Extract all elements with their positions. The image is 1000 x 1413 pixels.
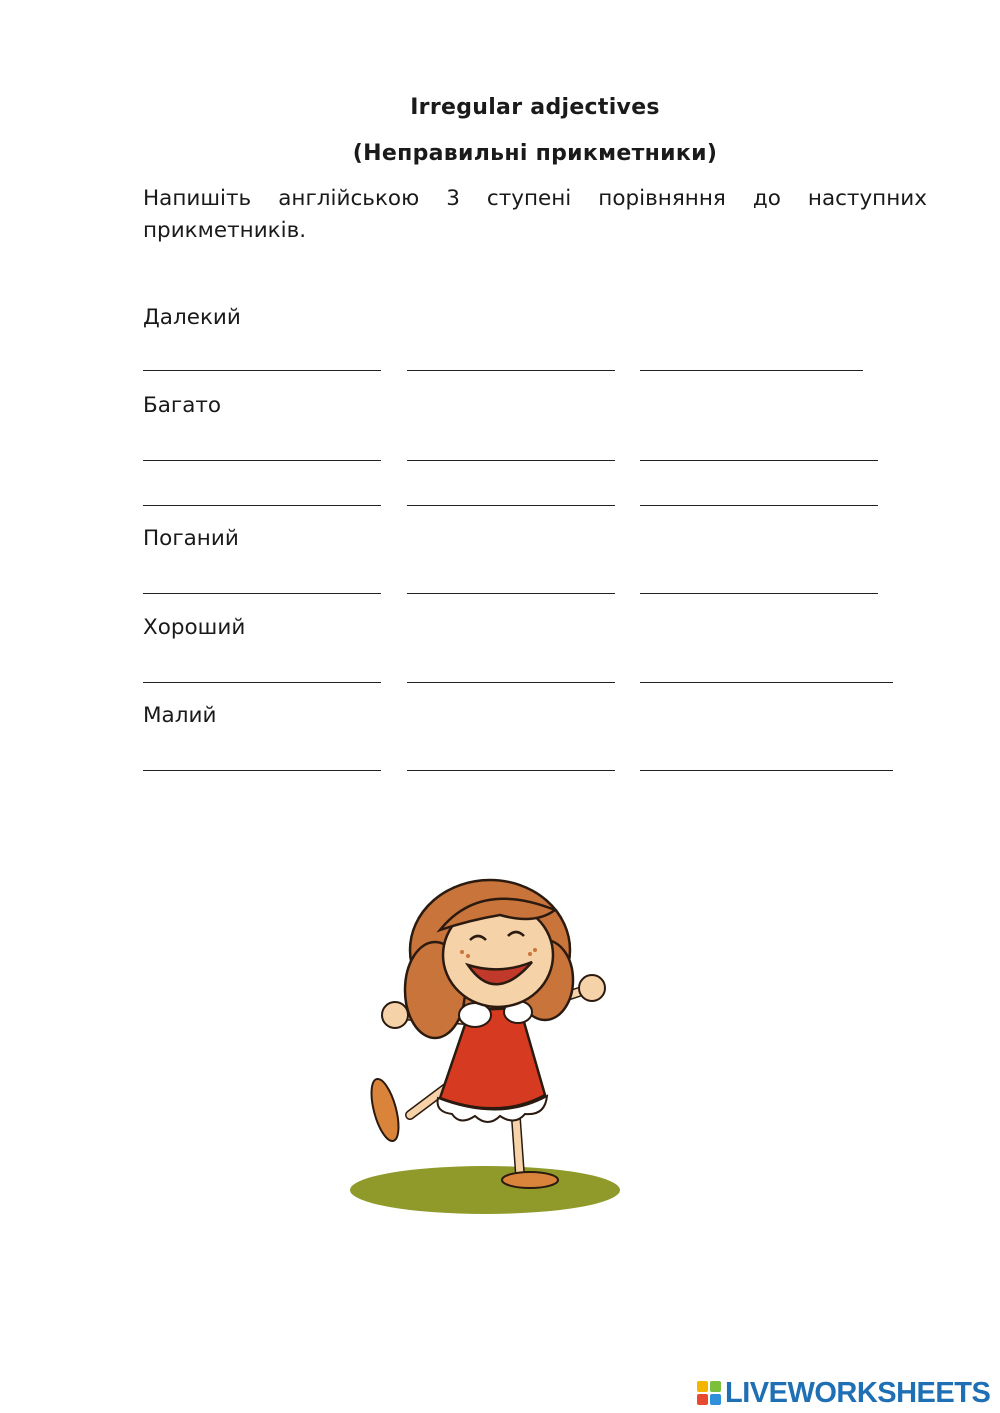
answer-blank[interactable] <box>640 593 878 594</box>
word-far: Далекий <box>143 305 241 330</box>
logo-text: LIVEWORKSHEETS <box>725 1376 991 1409</box>
answer-blank[interactable] <box>143 682 381 683</box>
liveworksheets-logo <box>697 1378 990 1408</box>
answer-blank[interactable] <box>640 682 893 683</box>
word-bad: Поганий <box>143 526 239 551</box>
answer-blank[interactable] <box>143 505 381 506</box>
logo-square <box>710 1381 721 1392</box>
word-many: Багато <box>143 393 222 418</box>
logo-square <box>697 1394 708 1405</box>
worksheet-subtitle: (Неправильні прикметники) <box>352 141 718 166</box>
answer-blank[interactable] <box>640 770 893 771</box>
logo-square <box>710 1394 721 1405</box>
dancing-girl-cartoon <box>340 870 630 1220</box>
answer-blank[interactable] <box>640 460 878 461</box>
answer-blank[interactable] <box>143 370 381 371</box>
answer-blank[interactable] <box>407 370 615 371</box>
answer-blank[interactable] <box>143 770 381 771</box>
answer-blank[interactable] <box>143 593 381 594</box>
word-good: Хороший <box>143 615 246 640</box>
answer-blank[interactable] <box>143 460 381 461</box>
logo-squares-icon <box>697 1381 721 1405</box>
answer-blank[interactable] <box>407 593 615 594</box>
answer-blank[interactable] <box>407 682 615 683</box>
answer-blank[interactable] <box>640 505 878 506</box>
instruction-text: Напишіть англійською 3 ступені порівняння до наступних прикметників. <box>143 186 927 243</box>
worksheet-title: Irregular adjectives <box>410 95 660 120</box>
logo-square <box>697 1381 708 1392</box>
word-small: Малий <box>143 703 217 728</box>
answer-blank[interactable] <box>407 505 615 506</box>
answer-blank[interactable] <box>407 770 615 771</box>
answer-blank[interactable] <box>640 370 863 371</box>
answer-blank[interactable] <box>407 460 615 461</box>
grass-patch <box>350 1166 620 1214</box>
